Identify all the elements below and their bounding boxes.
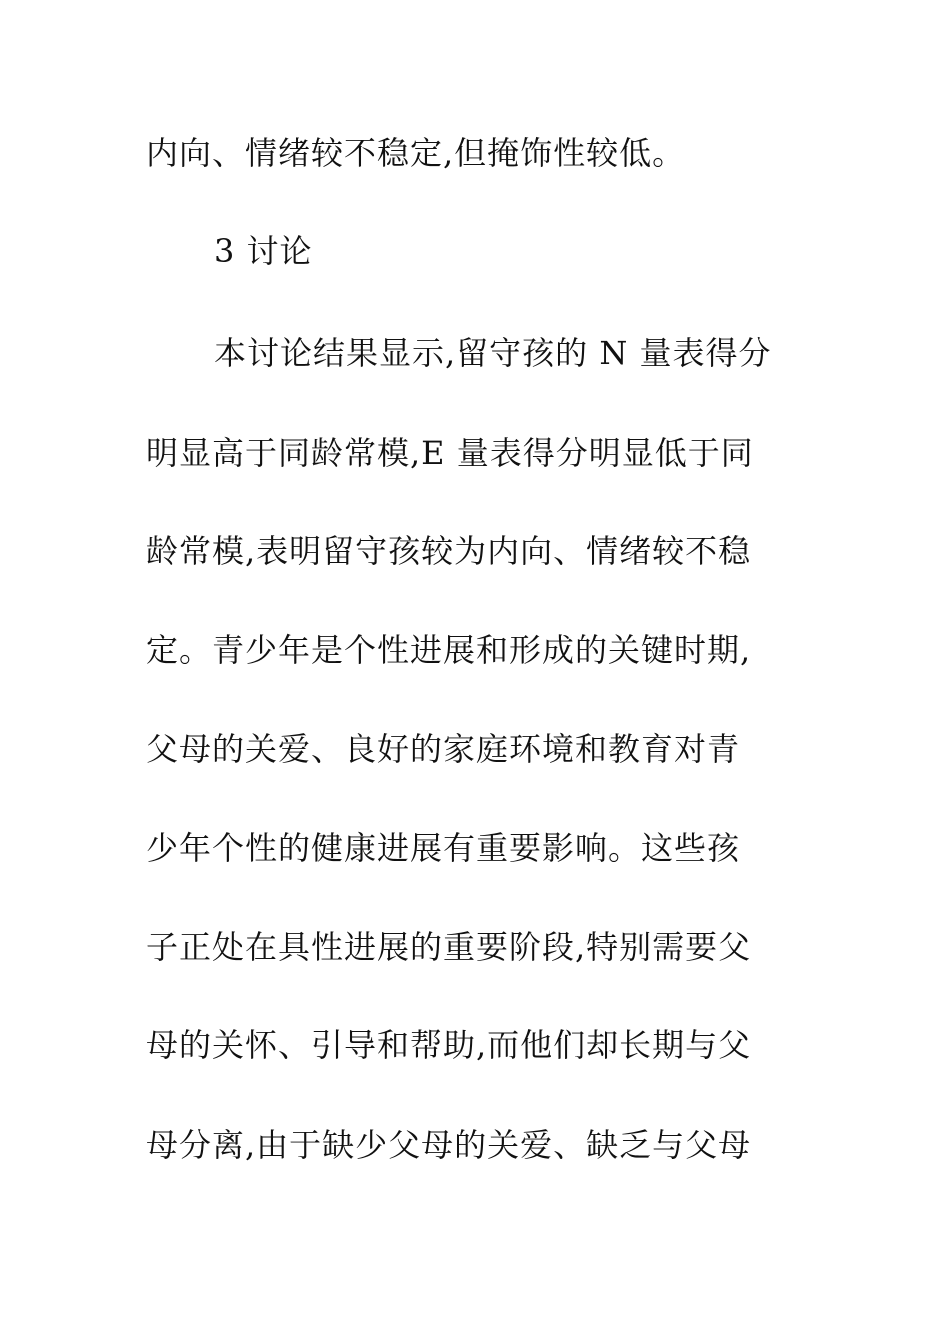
text-line-8: 少年个性的健康进展有重要影响。这些孩 [146,829,741,867]
text-line-10: 母的关怀、引导和帮助,而他们却长期与父 [146,1026,752,1064]
text-line-7: 父母的关爱、良好的家庭环境和教育对青 [146,730,741,768]
text-line-6: 定。青少年是个性进展和形成的关键时期, [146,631,752,669]
text-line-3: 本讨论结果显示,留守孩的 N 量表得分 [214,334,772,372]
text-line-11: 母分离,由于缺少父母的关爱、缺乏与父母 [146,1126,752,1164]
text-line-1: 内向、情绪较不稳定,但掩饰性较低。 [146,134,686,172]
section-heading-discussion: 3 讨论 [214,232,313,270]
text-line-4: 明显高于同龄常模,E 量表得分明显低于同 [146,434,754,472]
text-line-5: 龄常模,表明留守孩较为内向、情绪较不稳 [146,532,752,570]
text-line-9: 子正处在具性进展的重要阶段,特别需要父 [146,928,752,966]
